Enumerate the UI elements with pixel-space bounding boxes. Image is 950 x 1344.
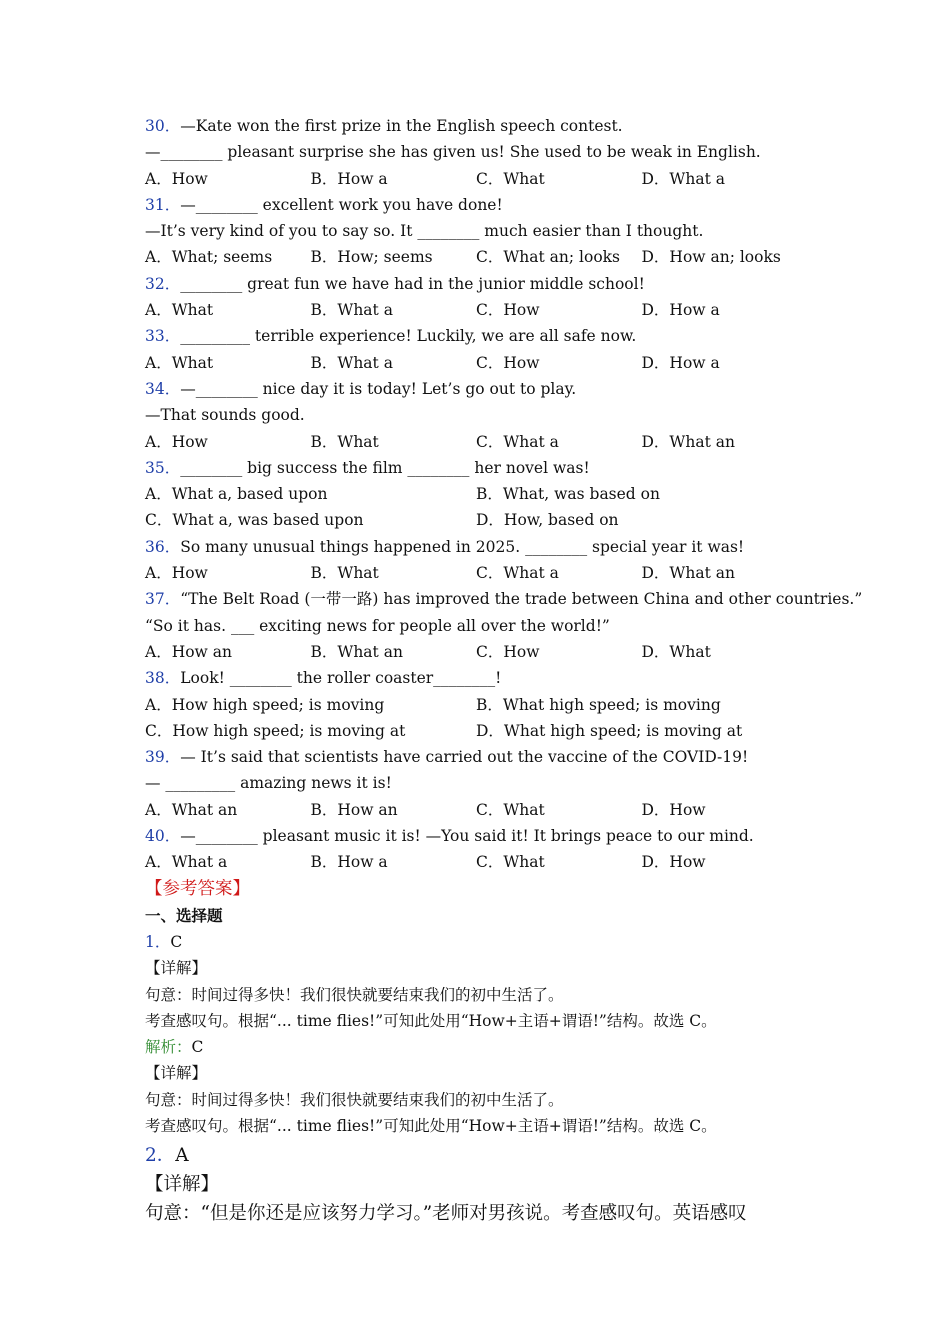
question-item	[145, 823, 825, 876]
question-text: _________ terrible experience! Luckily, we are all safe now.	[180, 327, 637, 346]
answer-option: D．How, based on	[476, 511, 619, 530]
question-text: ________ big success the film ________ her novel was!	[180, 458, 590, 477]
analysis-text: 考查感叹句。根据“... time flies!”可知此处用“How+主语+谓语!”结构。故选 C。	[145, 1011, 717, 1030]
question-stem	[145, 113, 825, 139]
answer-value: A	[175, 1145, 189, 1167]
question-text: —It’s very kind of you to say so. It ________ much easier than I thought.	[145, 222, 704, 241]
answer-option: D．How	[641, 800, 706, 819]
question-stem-continued	[145, 218, 825, 244]
answer-option: D．What high speed; is moving at	[476, 721, 743, 740]
question-item	[145, 534, 825, 587]
answer-option: C．What a	[476, 564, 559, 583]
option-row	[145, 797, 825, 823]
answer-section	[145, 876, 825, 1229]
question-stem	[145, 665, 825, 691]
answer-option: B．What	[310, 432, 379, 451]
meaning-text: 句意：时间过得多快！我们很快就要结束我们的初中生活了。	[145, 985, 564, 1004]
answer-number: 1．	[145, 932, 171, 951]
answer-option: C．How	[476, 301, 540, 320]
answer-option: B．How an	[310, 800, 398, 819]
answer-option: C．How high speed; is moving at	[145, 721, 406, 740]
option-row	[145, 507, 825, 533]
question-stem-continued	[145, 770, 825, 796]
option-row	[145, 718, 825, 744]
answer-option: B．What an	[310, 642, 403, 661]
question-text: —That sounds good.	[145, 406, 305, 425]
answer-option: C．What a, was based upon	[145, 511, 364, 530]
answer-option: B．What, was based on	[476, 485, 660, 504]
question-stem-continued	[145, 613, 825, 639]
answer-2	[145, 1141, 825, 1170]
question-number: 40．	[145, 827, 181, 846]
answer-option: B．What a	[310, 353, 393, 372]
answer-option: D．How an; looks	[641, 248, 781, 267]
answer-option: B．How a	[310, 853, 388, 872]
answer-option: D．What an	[641, 432, 735, 451]
answer-option: A．What; seems	[145, 248, 273, 267]
question-stem	[145, 534, 825, 560]
question-item	[145, 455, 825, 534]
question-stem-continued	[145, 402, 825, 428]
answer-option: A．How	[145, 169, 208, 188]
answer-option: D．How a	[641, 301, 720, 320]
answer-option: B．What high speed; is moving	[476, 695, 721, 714]
answer-option: A．What	[145, 353, 214, 372]
answer-option: B．What	[310, 564, 379, 583]
option-row	[145, 849, 825, 875]
question-number: 39．	[145, 748, 181, 767]
answer-option: A．How an	[145, 642, 232, 661]
answer-option: C．What	[476, 800, 545, 819]
question-stem	[145, 455, 825, 481]
answer-value: C	[170, 932, 183, 951]
question-stem-continued	[145, 139, 825, 165]
question-text: —________ pleasant surprise she has given us! She used to be weak in English.	[145, 143, 761, 162]
question-text: —________ nice day it is today! Let’s go out to play.	[180, 379, 577, 398]
option-row	[145, 692, 825, 718]
answer-option: D．How	[641, 853, 706, 872]
question-stem	[145, 744, 825, 770]
question-text: — _________ amazing news it is!	[145, 774, 392, 793]
answer-option: C．How	[476, 353, 540, 372]
question-number: 36．	[145, 537, 181, 556]
jiexi-label: 解析：	[145, 1038, 192, 1057]
option-row	[145, 297, 825, 323]
question-text: “So it has. ___ exciting news for people all over the world!”	[145, 616, 610, 635]
question-text: Look! ________ the roller coaster________!	[180, 669, 502, 688]
answer-option: D．How a	[641, 353, 720, 372]
question-text: — It’s said that scientists have carried out the vaccine of the COVID-19!	[180, 748, 749, 767]
question-text: —________ excellent work you have done!	[180, 195, 503, 214]
option-row	[145, 429, 825, 455]
answer-option: A．How	[145, 564, 208, 583]
meaning-text: 句意：时间过得多快！我们很快就要结束我们的初中生活了。	[145, 1090, 564, 1109]
answer-option: C．What a	[476, 432, 559, 451]
option-row	[145, 481, 825, 507]
question-item	[145, 586, 863, 665]
answer-option: D．What	[641, 642, 711, 661]
question-number: 37．	[145, 590, 181, 609]
question-stem	[145, 271, 825, 297]
answer-option: D．What a	[641, 169, 725, 188]
document-page	[145, 113, 863, 1228]
detail-label: 【详解】	[145, 1174, 220, 1196]
option-row	[145, 350, 825, 376]
question-stem	[145, 376, 825, 402]
question-number: 38．	[145, 669, 181, 688]
option-row	[145, 560, 825, 586]
option-row	[145, 639, 825, 665]
jiexi-line	[145, 1034, 825, 1060]
answer-option: C．What an; looks	[476, 248, 621, 267]
answer-option: A．What a	[145, 853, 228, 872]
question-text: “The Belt Road (一带一路) has improved the trade between China and other countries.”	[180, 590, 863, 609]
option-row	[145, 166, 825, 192]
question-text: ________ great fun we have had in the junior middle school!	[180, 274, 645, 293]
question-number: 30．	[145, 117, 181, 135]
answer-heading: 【参考答案】	[145, 878, 250, 899]
question-number: 31．	[145, 195, 181, 214]
answer-option: A．What an	[145, 800, 238, 819]
question-item	[145, 192, 825, 271]
answer-option: C．What	[476, 169, 545, 188]
answer-number: 2．	[145, 1145, 176, 1167]
answer-option: B．What a	[310, 301, 393, 320]
meaning-text: 句意：“但是你还是应该努力学习。”老师对男孩说。考查感叹句。英语感叹	[145, 1203, 747, 1225]
option-row	[145, 244, 825, 270]
question-text: —________ pleasant music it is! —You said it! It brings peace to our mind.	[180, 827, 754, 846]
question-item	[145, 376, 825, 455]
question-number: 32．	[145, 274, 181, 293]
answer-option: C．How	[476, 642, 540, 661]
answer-option: D．What an	[641, 564, 735, 583]
jiexi-value: C	[191, 1038, 204, 1057]
question-item	[145, 323, 825, 376]
question-text: So many unusual things happened in 2025. ________ special year it was!	[180, 537, 745, 556]
question-item	[145, 113, 825, 192]
answer-option: A．What a, based upon	[145, 485, 328, 504]
question-stem	[145, 823, 825, 849]
analysis-text: 考查感叹句。根据“... time flies!”可知此处用“How+主语+谓语!”结构。故选 C。	[145, 1116, 717, 1135]
answer-option: A．How high speed; is moving	[145, 695, 385, 714]
section-title: 一、选择题	[145, 905, 223, 925]
question-item	[145, 271, 825, 324]
answer-option: A．What	[145, 301, 214, 320]
answer-option: A．How	[145, 432, 208, 451]
detail-label: 【详解】	[145, 959, 208, 978]
answer-1	[145, 929, 825, 955]
question-number: 33．	[145, 327, 181, 346]
question-stem	[145, 323, 825, 349]
answer-option: B．How; seems	[310, 248, 433, 267]
answer-option: B．How a	[310, 169, 388, 188]
question-number: 34．	[145, 379, 181, 398]
question-item	[145, 744, 825, 823]
question-stem	[145, 192, 825, 218]
question-stem	[145, 586, 863, 612]
question-text: —Kate won the first prize in the English speech contest.	[180, 117, 623, 135]
question-number: 35．	[145, 458, 181, 477]
detail-label: 【详解】	[145, 1064, 208, 1083]
answer-option: C．What	[476, 853, 545, 872]
question-list	[145, 113, 863, 876]
question-item	[145, 665, 825, 744]
